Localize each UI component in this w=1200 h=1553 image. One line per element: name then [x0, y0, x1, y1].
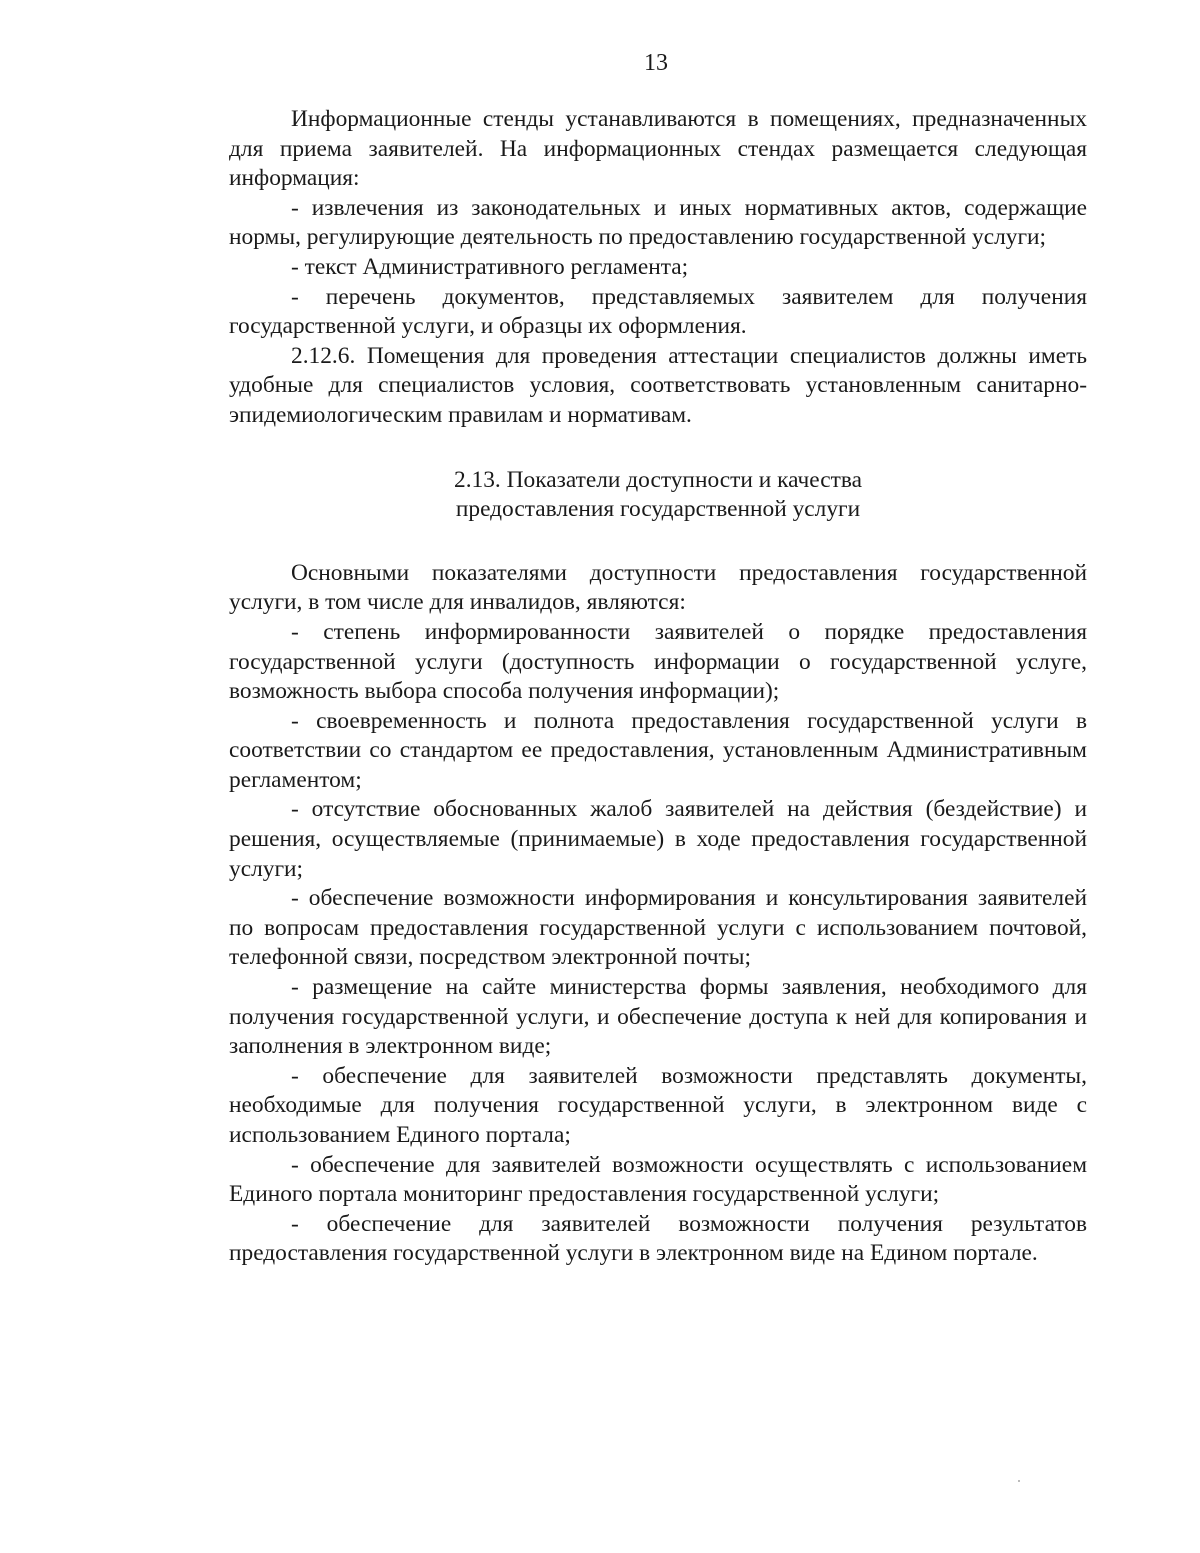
list-item: - обеспечение для заявителей возможности получения результатов предоставления государственной услуги в электронном виде на Едином портале.	[229, 1210, 1087, 1267]
list-item: - обеспечение для заявителей возможности осуществлять с использованием Единого портала мониторинг предоставления государственной услуги;	[229, 1151, 1087, 1208]
paragraph: 2.12.6. Помещения для проведения аттестации специалистов должны иметь удобные для специалистов условия, соответствовать установленным санитарно-эпидемиологическим правилам и нормативам.	[229, 342, 1087, 428]
paragraph: Информационные стенды устанавливаются в помещениях, предназначенных для приема заявителей. На информационных стендах размещается следующая информация:	[229, 106, 1087, 192]
section-title	[229, 466, 1087, 525]
list-item: - извлечения из законодательных и иных нормативных актов, содержащие нормы, регулирующие деятельность по предоставлению государственной услуги;	[229, 194, 1087, 251]
scan-speck	[1018, 1480, 1020, 1482]
section-title-line: 2.13. Показатели доступности и качества	[454, 466, 862, 493]
list-item: - перечень документов, представляемых заявителем для получения государственной услуги, и образцы их оформления.	[229, 283, 1087, 340]
list-item: - степень информированности заявителей о порядке предоставления государственной услуги (доступность информации о государственной услуге, возможность выбора способа получения информации);	[229, 618, 1087, 705]
list-item: - текст Административного регламента;	[291, 253, 689, 280]
list-item: - обеспечение для заявителей возможности представлять документы, необходимые для получения государственной услуги, в электронном виде с использованием Единого портала;	[229, 1062, 1087, 1148]
list-item: - обеспечение возможности информирования и консультирования заявителей по вопросам предоставления государственной услуги с использованием почтовой, телефонной связи, посредством электронной почты;	[229, 885, 1087, 971]
page-number: 13	[644, 50, 668, 76]
document-body	[229, 105, 1087, 1269]
list-item: - своевременность и полнота предоставления государственной услуги в соответствии со стандартом ее предоставления, установленным Административным регламентом;	[229, 707, 1087, 793]
paragraph: Основными показателями доступности предоставления государственной услуги, в том числе для инвалидов, являются:	[229, 559, 1087, 616]
list-item: - отсутствие обоснованных жалоб заявителей на действия (бездействие) и решения, осуществляемые (принимаемые) в ходе предоставления государственной услуги;	[229, 796, 1087, 882]
section-title-line: предоставления государственной услуги	[455, 496, 861, 523]
list-item: - размещение на сайте министерства формы заявления, необходимого для получения государственной услуги, и обеспечение доступа к ней для копирования и заполнения в электронном виде;	[229, 974, 1087, 1060]
